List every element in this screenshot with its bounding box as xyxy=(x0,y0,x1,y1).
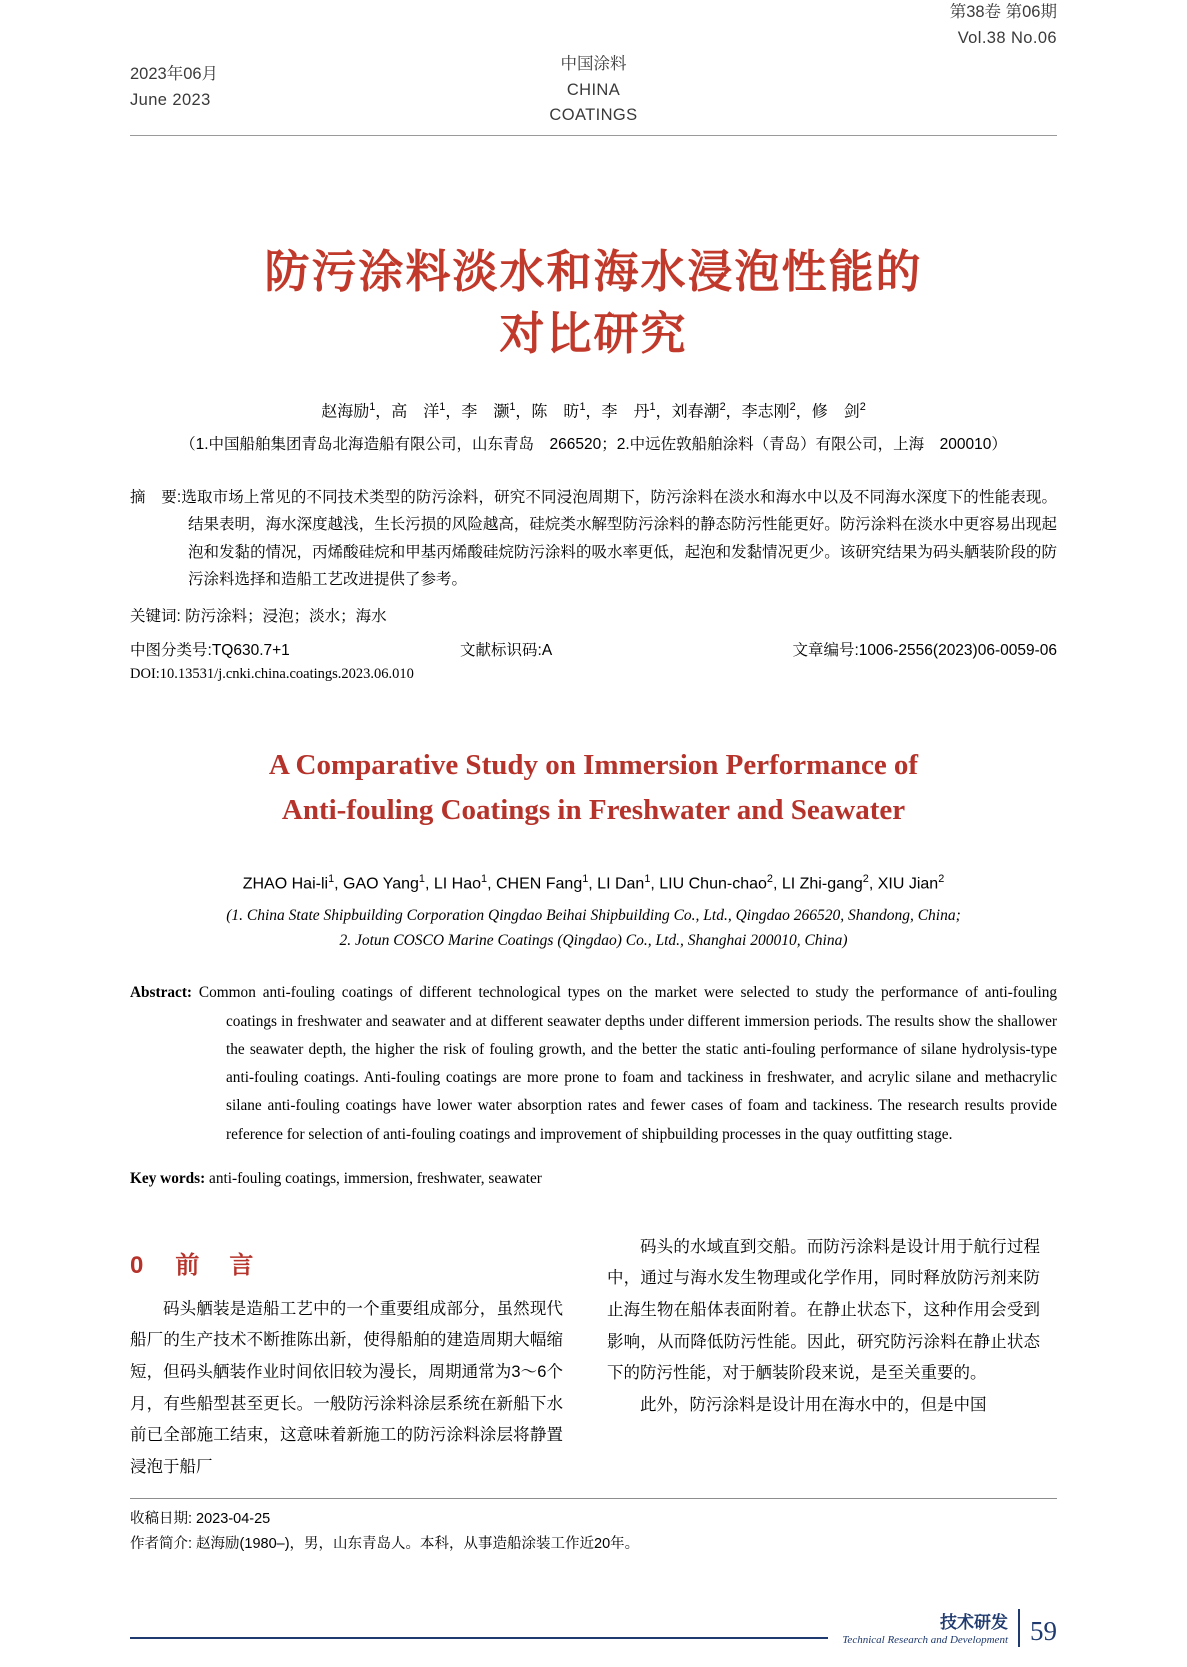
authors-cn: 赵海励$^1$，高 洋$^1$，李 灏$^1$，陈 昉$^1$，李 丹$^1$，刘春潮$^2$，李志刚$^2$，修 剑$^2$ xyxy=(321,400,866,421)
volume-issue-en: Vol.38 No.06 xyxy=(957,28,1057,47)
page-title-cn-line2: 对比研究 xyxy=(499,307,688,359)
page-title-en xyxy=(130,743,1057,833)
running-head-center xyxy=(549,52,637,129)
running-head-date-cn: 2023年06月 xyxy=(130,65,219,83)
page-title-en-line1: A Comparative Study on Immersion Performance of xyxy=(268,749,919,782)
page-number: 59 xyxy=(1030,1616,1057,1647)
page-title-cn xyxy=(130,241,1057,365)
running-head xyxy=(130,3,1057,136)
footnotes xyxy=(130,1498,1057,1558)
keywords-cn xyxy=(130,604,1057,630)
affiliation-cn: （1.中国船舶集团青岛北海造船有限公司，山东青岛 266520；2.中远佐敦船舶涂料（青岛）有限公司，上海 200010） xyxy=(180,435,1007,453)
body-paragraph: 码头的水域直到交船。而防污涂料是设计用于航行过程中，通过与海水发生物理或化学作用，同时释放防污剂来防止海生物在船体表面附着。在静止状态下，这种作用会受到影响，从而降低防污性能。因此，研究防污涂料在静止状态下的防污性能，对于舾装阶段来说，是至关重要的。 xyxy=(607,1237,1040,1383)
footer-inner xyxy=(842,1609,1057,1647)
keywords-cn-label: 关键词: xyxy=(130,607,181,625)
keywords-en-label: Key words: xyxy=(130,1170,206,1188)
clc-value: TQ630.7+1 xyxy=(211,642,290,660)
abstract-en-text: Common anti-fouling coatings of different technological types on the market were selected to study the performance of anti-fouling coatings in freshwater and seawater and at different seawater depths under different immersion periods. The results show the shallower the seawater depth, the higher the risk of fouling growth, and the better the static anti-fouling performance of silane hydrolysis-type anti-fouling coatings. Anti-fouling coatings are more prone to foam and tackiness in freshwater, and acrylic silane and methacrylic silane anti-fouling coatings have lower water absorption rates and fewer cases of foam and tackiness. The research results provide reference for selection of anti-fouling coatings and improvement of shipbuilding processes in the quay outfitting stage. xyxy=(198,984,1057,1143)
footer-rule xyxy=(130,1637,828,1639)
page-title-en-line2: Anti-fouling Coatings in Freshwater and Seawater xyxy=(281,794,906,827)
document-code-label: 文献标识码: xyxy=(460,642,542,660)
volume-issue-cn: 第38卷 第06期 xyxy=(949,3,1057,21)
article-number-label: 文章编号: xyxy=(792,642,859,660)
keywords-en xyxy=(130,1165,1057,1193)
body-column-left xyxy=(130,1294,563,1484)
clc-label: 中图分类号: xyxy=(130,642,212,660)
page-title-cn-line1: 防污涂料淡水和海水浸泡性能的 xyxy=(264,245,923,297)
footer-section-name-en: Technical Research and Development xyxy=(842,1633,1008,1646)
article-number xyxy=(760,638,1057,660)
footer-section-name-cn: 技术研发 xyxy=(940,1613,1008,1633)
affiliation-en-line1: (1. China State Shipbuilding Corporation Qingdao Beihai Shipbuilding Co., Ltd., Qingdao 266520, Shandong, China; xyxy=(226,907,961,925)
doi: DOI:10.13531/j.cnki.china.coatings.2023.06.010 xyxy=(130,666,414,683)
author-bio: 作者简介: 赵海励(1980–)，男，山东青岛人。本科，从事造船涂装工作近20年。 xyxy=(130,1535,640,1552)
running-head-left xyxy=(130,62,549,113)
journal-name-en: CHINA COATINGS xyxy=(549,80,638,125)
abstract-en-label: Abstract: xyxy=(130,984,193,1002)
affiliation-en-line2: 2. Jotun COSCO Marine Coatings (Qingdao) Co., Ltd., Shanghai 200010, China) xyxy=(339,932,848,950)
body-column-right xyxy=(607,1232,1040,1484)
body-paragraph: 此外，防污涂料是设计用在海水中的，但是中国 xyxy=(640,1395,987,1414)
article-number-value: 1006-2556(2023)06-0059-06 xyxy=(858,642,1057,660)
document-code xyxy=(460,638,760,660)
page-footer xyxy=(130,1609,1057,1647)
document-code-value: A xyxy=(541,642,553,660)
received-date: 收稿日期: 2023-04-25 xyxy=(130,1510,271,1527)
abstract-en xyxy=(130,979,1057,1149)
clc-number xyxy=(130,638,460,660)
running-head-date-en: June 2023 xyxy=(130,90,211,109)
running-head-right xyxy=(638,0,1057,51)
abstract-cn xyxy=(130,484,1057,594)
body-paragraph: 码头舾装是造船工艺中的一个重要组成部分，虽然现代船厂的生产技术不断推陈出新，使得船舶的建造周期大幅缩短，但码头舾装作业时间依旧较为漫长，周期通常为3～6个月，有些船型甚至更长。一般防污涂料涂层系统在新船下水前已全部施工结束，这意味着新施工的防污涂料涂层将静置浸泡于船厂 xyxy=(130,1299,563,1476)
keywords-cn-text: 防污涂料；浸泡；淡水；海水 xyxy=(185,607,387,625)
keywords-en-text: anti-fouling coatings, immersion, freshwater, seawater xyxy=(209,1170,542,1188)
section-title: 前 言 xyxy=(175,1251,257,1279)
journal-name-cn: 中国涂料 xyxy=(560,55,627,73)
footer-divider xyxy=(1018,1609,1020,1647)
classification-row xyxy=(130,638,1057,660)
affiliation-en xyxy=(130,903,1057,953)
abstract-cn-label: 摘 要: xyxy=(130,488,182,506)
abstract-cn-text: 选取市场上常见的不同技术类型的防污涂料，研究不同浸泡周期下，防污涂料在淡水和海水中以及不同海水深度下的性能表现。结果表明，海水深度越浅，生长污损的风险越高，硅烷类水解型防污涂料的静态防污性能更好。防污涂料在淡水中更容易出现起泡和发黏的情况，丙烯酸硅烷和甲基丙烯酸硅烷防污涂料的吸水率更低，起泡和发黏情况更少。该研究结果为码头舾装阶段的防污涂料选择和造船工艺改进提供了参考。 xyxy=(181,488,1057,589)
section-number: 0 xyxy=(130,1251,147,1279)
footer-section-name xyxy=(842,1612,1008,1647)
authors-en: ZHAO Hai-$li^1$, GAO Yang$^1$, LI Hao$^1$, CHEN Fang$^1$, LI Dan$^1$, LIU Chun-chao$^2$, LI Zhi-gang$^2$, XIU Jian$^2$ xyxy=(242,873,945,893)
